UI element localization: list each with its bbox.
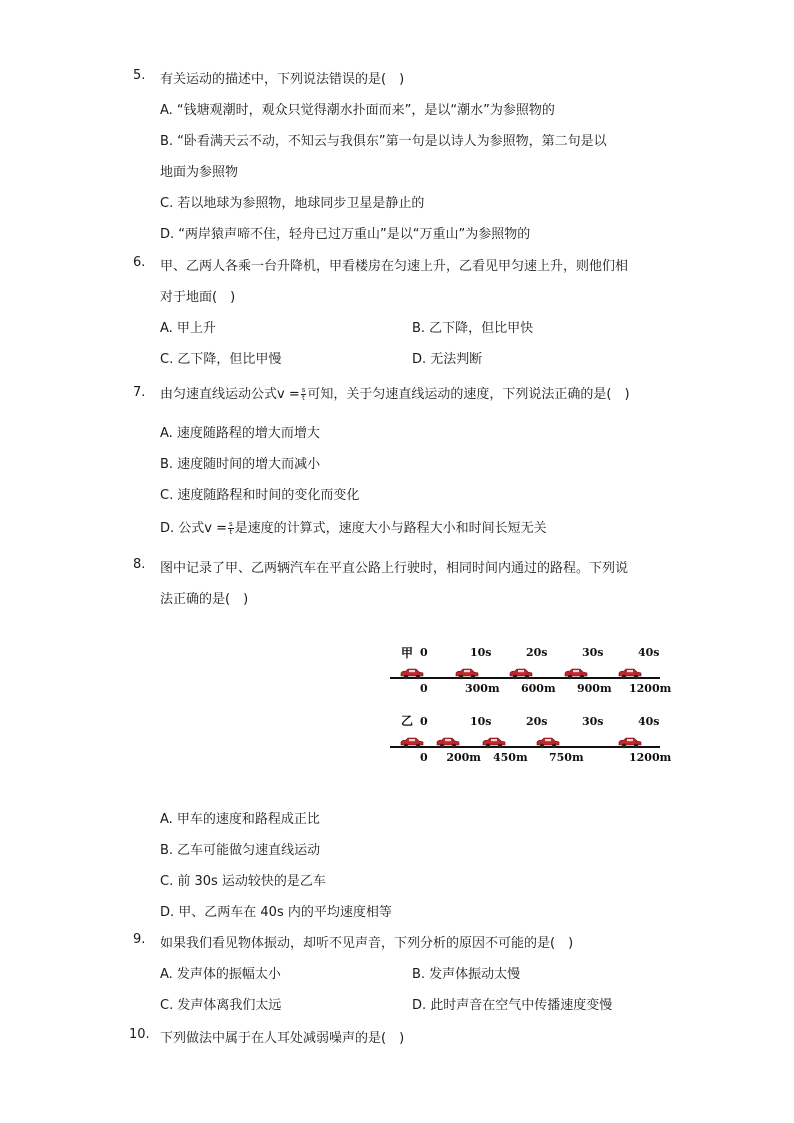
question-6-option-c: C. 乙下降，但比甲慢 — [160, 352, 282, 367]
jia-time-label: 10s — [470, 646, 492, 659]
jia-label: 甲 — [401, 646, 414, 660]
question-7-option-b: B. 速度随时间的增大而减小 — [160, 457, 321, 472]
yi-distance-label: 450m — [493, 751, 528, 764]
question-5-option-c: C. 若以地球为参照物，地球同步卫星是静止的 — [160, 196, 425, 211]
question-8-stem-line2: 法正确的是( ) — [160, 592, 249, 607]
jia-car-icon — [399, 665, 425, 677]
fraction-numerator: s — [301, 386, 306, 394]
question-8-number: 8. — [133, 557, 146, 572]
question-5-option-b-line2: 地面为参照物 — [160, 165, 239, 180]
jia-car-icon — [563, 665, 589, 677]
yi-distance-label: 200m — [446, 751, 481, 764]
question-5-option-d: D. “两岸猿声啼不住，轻舟已过万重山”是以“万重山”为参照物的 — [160, 227, 531, 242]
yi-label: 乙 — [401, 714, 414, 728]
question-7-option-d-pre: D. 公式v = — [160, 521, 227, 536]
yi-time-label: 30s — [582, 715, 604, 728]
question-7-stem-post: 可知，关于匀速直线运动的速度，下列说法正确的是( ) — [307, 387, 630, 402]
question-6-option-b: B. 乙下降，但比甲快 — [412, 321, 534, 336]
speed-formula-fraction — [301, 387, 307, 402]
speed-formula-fraction — [228, 521, 234, 536]
yi-car-icon — [481, 734, 507, 746]
question-9-option-c: C. 发声体离我们太远 — [160, 998, 282, 1013]
question-10-stem: 下列做法中属于在人耳处减弱噪声的是( ) — [160, 1031, 405, 1046]
question-9-option-d: D. 此时声音在空气中传播速度变慢 — [412, 998, 613, 1013]
jia-distance-label: 600m — [521, 682, 556, 695]
jia-car-icon — [617, 665, 643, 677]
question-8-option-c: C. 前 30s 运动较快的是乙车 — [160, 874, 326, 889]
jia-time-label: 0 — [420, 646, 428, 659]
jia-time-label: 20s — [526, 646, 548, 659]
question-6-number: 6. — [133, 255, 146, 270]
question-7-option-a: A. 速度随路程的增大而增大 — [160, 426, 320, 441]
question-8-option-a: A. 甲车的速度和路程成正比 — [160, 812, 320, 827]
question-7-option-d-post: 是速度的计算式，速度大小与路程大小和时间长短无关 — [234, 521, 547, 536]
question-6-option-d: D. 无法判断 — [412, 352, 483, 367]
jia-car-icon — [454, 665, 480, 677]
yi-car-icon — [617, 734, 643, 746]
question-8-option-d: D. 甲、乙两车在 40s 内的平均速度相等 — [160, 905, 392, 920]
jia-distance-label: 0 — [420, 682, 428, 695]
yi-time-label: 10s — [470, 715, 492, 728]
jia-car-icon — [508, 665, 534, 677]
question-9-stem: 如果我们看见物体振动，却听不见声音，下列分析的原因不可能的是( ) — [160, 936, 574, 951]
yi-car-icon — [399, 734, 425, 746]
question-7-stem — [160, 383, 630, 402]
jia-time-label: 30s — [582, 646, 604, 659]
yi-distance-label: 750m — [549, 751, 584, 764]
question-8-stem-line1: 图中记录了甲、乙两辆汽车在平直公路上行驶时，相同时间内通过的路程。下列说 — [160, 561, 629, 576]
yi-distance-label: 1200m — [629, 751, 672, 764]
jia-time-label: 40s — [638, 646, 660, 659]
question-7-option-d — [160, 517, 547, 536]
question-6-option-a: A. 甲上升 — [160, 321, 216, 336]
question-5-option-b-line1: B. “卧看满天云不动，不知云与我俱东”第一句是以诗人为参照物，第二句是以 — [160, 134, 607, 149]
yi-time-label: 0 — [420, 715, 428, 728]
question-5-option-a: A. “钱塘观潮时，观众只觉得潮水扑面而来”，是以“潮水”为参照物的 — [160, 103, 555, 118]
fraction-denominator: t — [302, 394, 305, 402]
fraction-denominator: t — [229, 528, 233, 536]
question-5-number: 5. — [133, 68, 146, 83]
question-9-option-a: A. 发声体的振幅太小 — [160, 967, 281, 982]
fraction-numerator: s — [229, 520, 233, 528]
yi-distance-label: 0 — [420, 751, 428, 764]
question-5-stem: 有关运动的描述中，下列说法错误的是( ) — [160, 72, 405, 87]
jia-distance-label: 900m — [577, 682, 612, 695]
jia-distance-label: 300m — [465, 682, 500, 695]
yi-time-label: 40s — [638, 715, 660, 728]
question-7-number: 7. — [133, 385, 146, 400]
question-6-stem-line1: 甲、乙两人各乘一台升降机，甲看楼房在匀速上升，乙看见甲匀速上升，则他们相 — [160, 259, 629, 274]
jia-distance-label: 1200m — [629, 682, 672, 695]
yi-car-icon — [535, 734, 561, 746]
yi-time-label: 20s — [526, 715, 548, 728]
question-6-stem-line2: 对于地面( ) — [160, 290, 236, 305]
question-8-option-b: B. 乙车可能做匀速直线运动 — [160, 843, 321, 858]
yi-car-icon — [435, 734, 461, 746]
question-9-number: 9. — [133, 932, 146, 947]
question-7-stem-pre: 由匀速直线运动公式v = — [160, 387, 300, 402]
question-9-option-b: B. 发声体振动太慢 — [412, 967, 521, 982]
question-7-option-c: C. 速度随路程和时间的变化而变化 — [160, 488, 360, 503]
car-motion-diagram — [385, 640, 675, 775]
question-10-number: 10. — [129, 1027, 150, 1042]
